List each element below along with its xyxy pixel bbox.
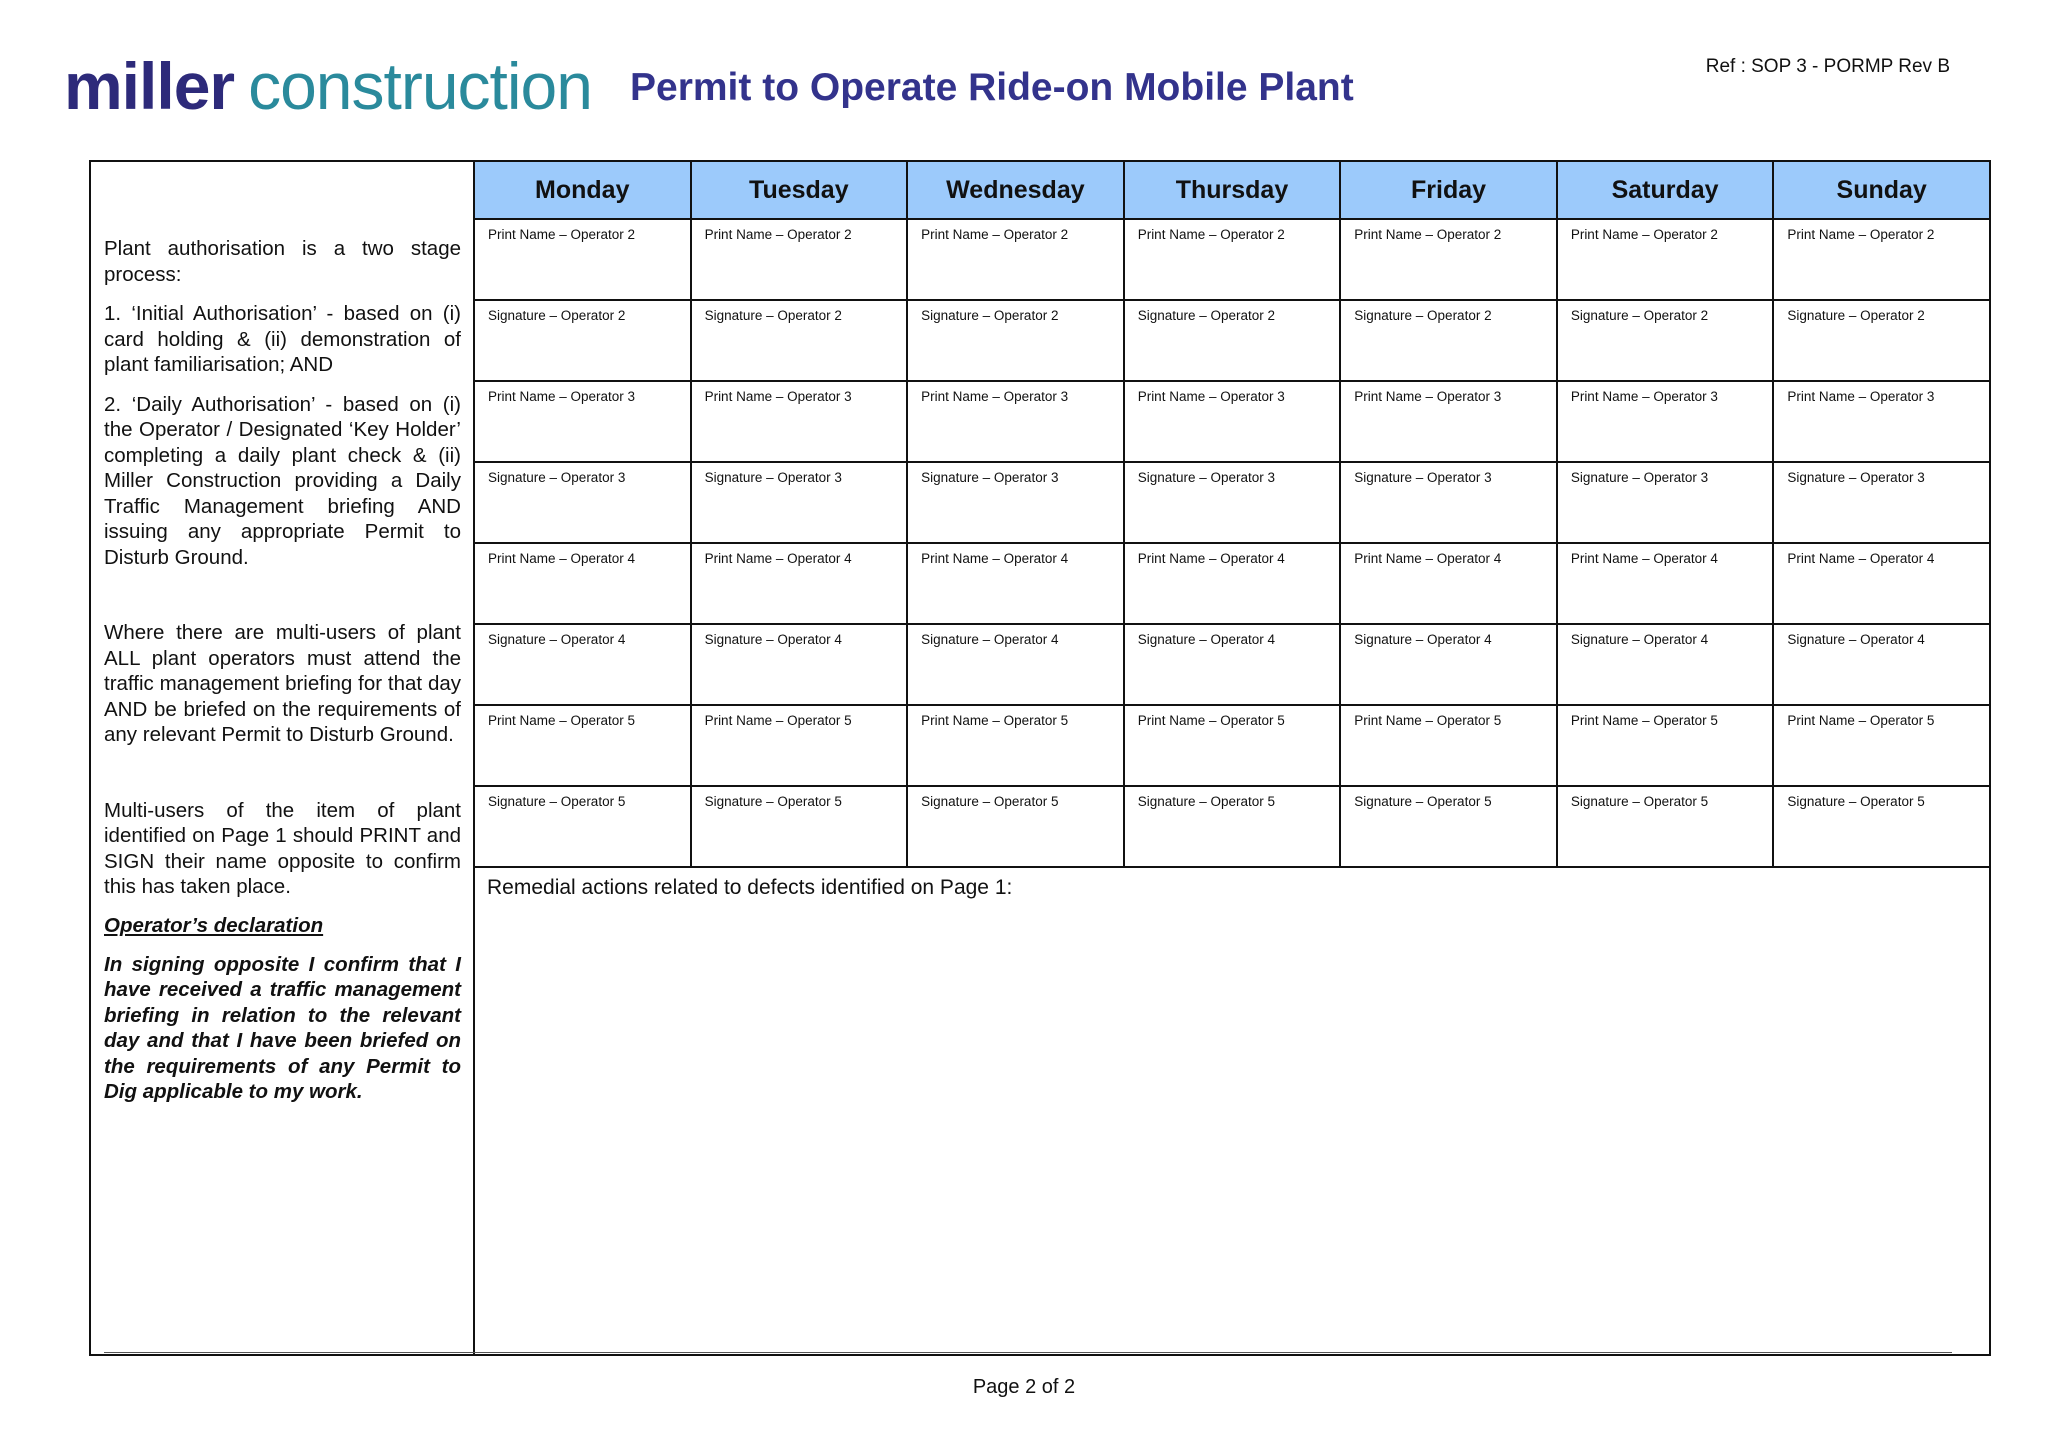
day-header-row [90, 161, 1990, 219]
instruction-paragraph-3: 2. ‘Daily Authorisation’ - based on (i) the Operator / Designated ‘Key Holder’ completing a daily plant check & (ii) Miller Construction providing a Daily Traffic Management briefing AND issuing any appropriate Permit to Disturb Ground. [104, 392, 461, 569]
remedial-actions-field[interactable] [474, 867, 1990, 1355]
operator-entry-cell[interactable]: Signature – Operator 4 [907, 624, 1124, 705]
operator-entry-cell[interactable]: Signature – Operator 5 [1124, 786, 1341, 867]
operator-entry-cell[interactable]: Signature – Operator 3 [1340, 462, 1557, 543]
operator-entry-cell[interactable]: Print Name – Operator 2 [907, 219, 1124, 300]
operator-entry-cell[interactable]: Signature – Operator 2 [907, 300, 1124, 381]
operator-entry-cell[interactable]: Print Name – Operator 2 [1557, 219, 1774, 300]
operator-entry-cell[interactable]: Print Name – Operator 4 [907, 543, 1124, 624]
operator-entry-cell[interactable]: Print Name – Operator 5 [474, 705, 691, 786]
operator-entry-cell[interactable]: Print Name – Operator 3 [474, 381, 691, 462]
document-reference: Ref : SOP 3 - PORMP Rev B [1705, 56, 1950, 77]
remedial-actions-label: Remedial actions related to defects identified on Page 1: [487, 876, 1013, 899]
operator-entry-cell[interactable]: Print Name – Operator 5 [1340, 705, 1557, 786]
operator-entry-cell[interactable]: Print Name – Operator 2 [1124, 219, 1341, 300]
operator-entry-cell[interactable]: Signature – Operator 2 [474, 300, 691, 381]
operator-entry-cell[interactable]: Signature – Operator 2 [1124, 300, 1341, 381]
operator-entry-cell[interactable]: Print Name – Operator 2 [1340, 219, 1557, 300]
miller-construction-logo [64, 48, 592, 123]
day-header: Thursday [1124, 161, 1341, 219]
day-header: Tuesday [691, 161, 908, 219]
declaration-title: Operator’s declaration [104, 913, 324, 937]
operator-entry-cell[interactable]: Signature – Operator 4 [1557, 624, 1774, 705]
operator-entry-cell[interactable]: Print Name – Operator 3 [1340, 381, 1557, 462]
operator-entry-cell[interactable]: Signature – Operator 5 [1773, 786, 1990, 867]
instruction-paragraph-1: Plant authorisation is a two stage process: [104, 237, 461, 286]
operator-entry-cell[interactable]: Print Name – Operator 5 [1773, 705, 1990, 786]
day-header: Friday [1340, 161, 1557, 219]
operator-entry-cell[interactable]: Print Name – Operator 4 [1773, 543, 1990, 624]
operator-entry-cell[interactable]: Signature – Operator 5 [691, 786, 908, 867]
operator-entry-cell[interactable]: Signature – Operator 3 [1124, 462, 1341, 543]
operator-entry-cell[interactable]: Signature – Operator 2 [1773, 300, 1990, 381]
day-header: Monday [474, 161, 691, 219]
permit-form-table [89, 160, 1991, 1356]
page-number: Page 2 of 2 [972, 1376, 1076, 1398]
day-header: Wednesday [907, 161, 1124, 219]
operator-entry-cell[interactable]: Signature – Operator 3 [691, 462, 908, 543]
declaration-text: In signing opposite I confirm that I have received a traffic management briefing in relation to the relevant day and that I have been briefed on the requirements of any Permit to Dig applicable to my work. [104, 952, 461, 1103]
operator-entry-cell[interactable]: Signature – Operator 3 [474, 462, 691, 543]
operator-entry-cell[interactable]: Print Name – Operator 4 [1340, 543, 1557, 624]
logo-sub: construction [248, 49, 592, 123]
operator-entry-cell[interactable]: Print Name – Operator 3 [1557, 381, 1774, 462]
operator-entry-cell[interactable]: Print Name – Operator 4 [1124, 543, 1341, 624]
operator-entry-cell[interactable]: Signature – Operator 3 [907, 462, 1124, 543]
operator-entry-cell[interactable]: Signature – Operator 4 [1340, 624, 1557, 705]
operator-entry-cell[interactable]: Print Name – Operator 2 [1773, 219, 1990, 300]
operator-entry-cell[interactable]: Print Name – Operator 2 [474, 219, 691, 300]
operator-entry-cell[interactable]: Signature – Operator 2 [1557, 300, 1774, 381]
operator-entry-cell[interactable]: Signature – Operator 4 [691, 624, 908, 705]
operator-entry-cell[interactable]: Signature – Operator 3 [1557, 462, 1774, 543]
operator-entry-cell[interactable]: Signature – Operator 4 [1124, 624, 1341, 705]
instruction-paragraph-2: 1. ‘Initial Authorisation’ - based on (i) card holding & (ii) demonstration of plant familiarisation; AND [104, 302, 461, 376]
operator-entry-cell[interactable]: Print Name – Operator 4 [691, 543, 908, 624]
operator-entry-cell[interactable]: Signature – Operator 2 [1340, 300, 1557, 381]
operator-entry-cell[interactable]: Signature – Operator 4 [474, 624, 691, 705]
operator-entry-cell[interactable]: Print Name – Operator 3 [1124, 381, 1341, 462]
operator-entry-cell[interactable]: Print Name – Operator 5 [691, 705, 908, 786]
operator-entry-cell[interactable]: Print Name – Operator 3 [1773, 381, 1990, 462]
operator-entry-cell[interactable]: Print Name – Operator 5 [1557, 705, 1774, 786]
instructions-panel [90, 161, 474, 1355]
operator-entry-cell[interactable]: Print Name – Operator 3 [907, 381, 1124, 462]
operator-entry-cell[interactable]: Signature – Operator 5 [1340, 786, 1557, 867]
day-header: Saturday [1557, 161, 1774, 219]
operator-entry-cell[interactable]: Signature – Operator 4 [1773, 624, 1990, 705]
operator-entry-cell[interactable]: Print Name – Operator 3 [691, 381, 908, 462]
operator-entry-cell[interactable]: Signature – Operator 5 [474, 786, 691, 867]
instruction-paragraph-4: Where there are multi-users of plant ALL plant operators must attend the traffic management briefing for that day AND be briefed on the requirements of any relevant Permit to Disturb Ground. [104, 621, 461, 746]
operator-entry-cell[interactable]: Print Name – Operator 5 [1124, 705, 1341, 786]
operator-entry-cell[interactable]: Print Name – Operator 4 [1557, 543, 1774, 624]
footer-divider [104, 1352, 1952, 1353]
operator-entry-cell[interactable]: Signature – Operator 3 [1773, 462, 1990, 543]
instruction-paragraph-5: Multi-users of the item of plant identified on Page 1 should PRINT and SIGN their name opposite to confirm this has taken place. [104, 798, 461, 898]
day-header: Sunday [1773, 161, 1990, 219]
operator-entry-cell[interactable]: Print Name – Operator 4 [474, 543, 691, 624]
operator-entry-cell[interactable]: Signature – Operator 5 [1557, 786, 1774, 867]
logo-brand: miller [64, 49, 235, 123]
page-title: Permit to Operate Ride-on Mobile Plant [630, 66, 1354, 109]
operator-entry-cell[interactable]: Print Name – Operator 2 [691, 219, 908, 300]
operator-entry-cell[interactable]: Signature – Operator 5 [907, 786, 1124, 867]
operator-entry-cell[interactable]: Signature – Operator 2 [691, 300, 908, 381]
operator-entry-cell[interactable]: Print Name – Operator 5 [907, 705, 1124, 786]
